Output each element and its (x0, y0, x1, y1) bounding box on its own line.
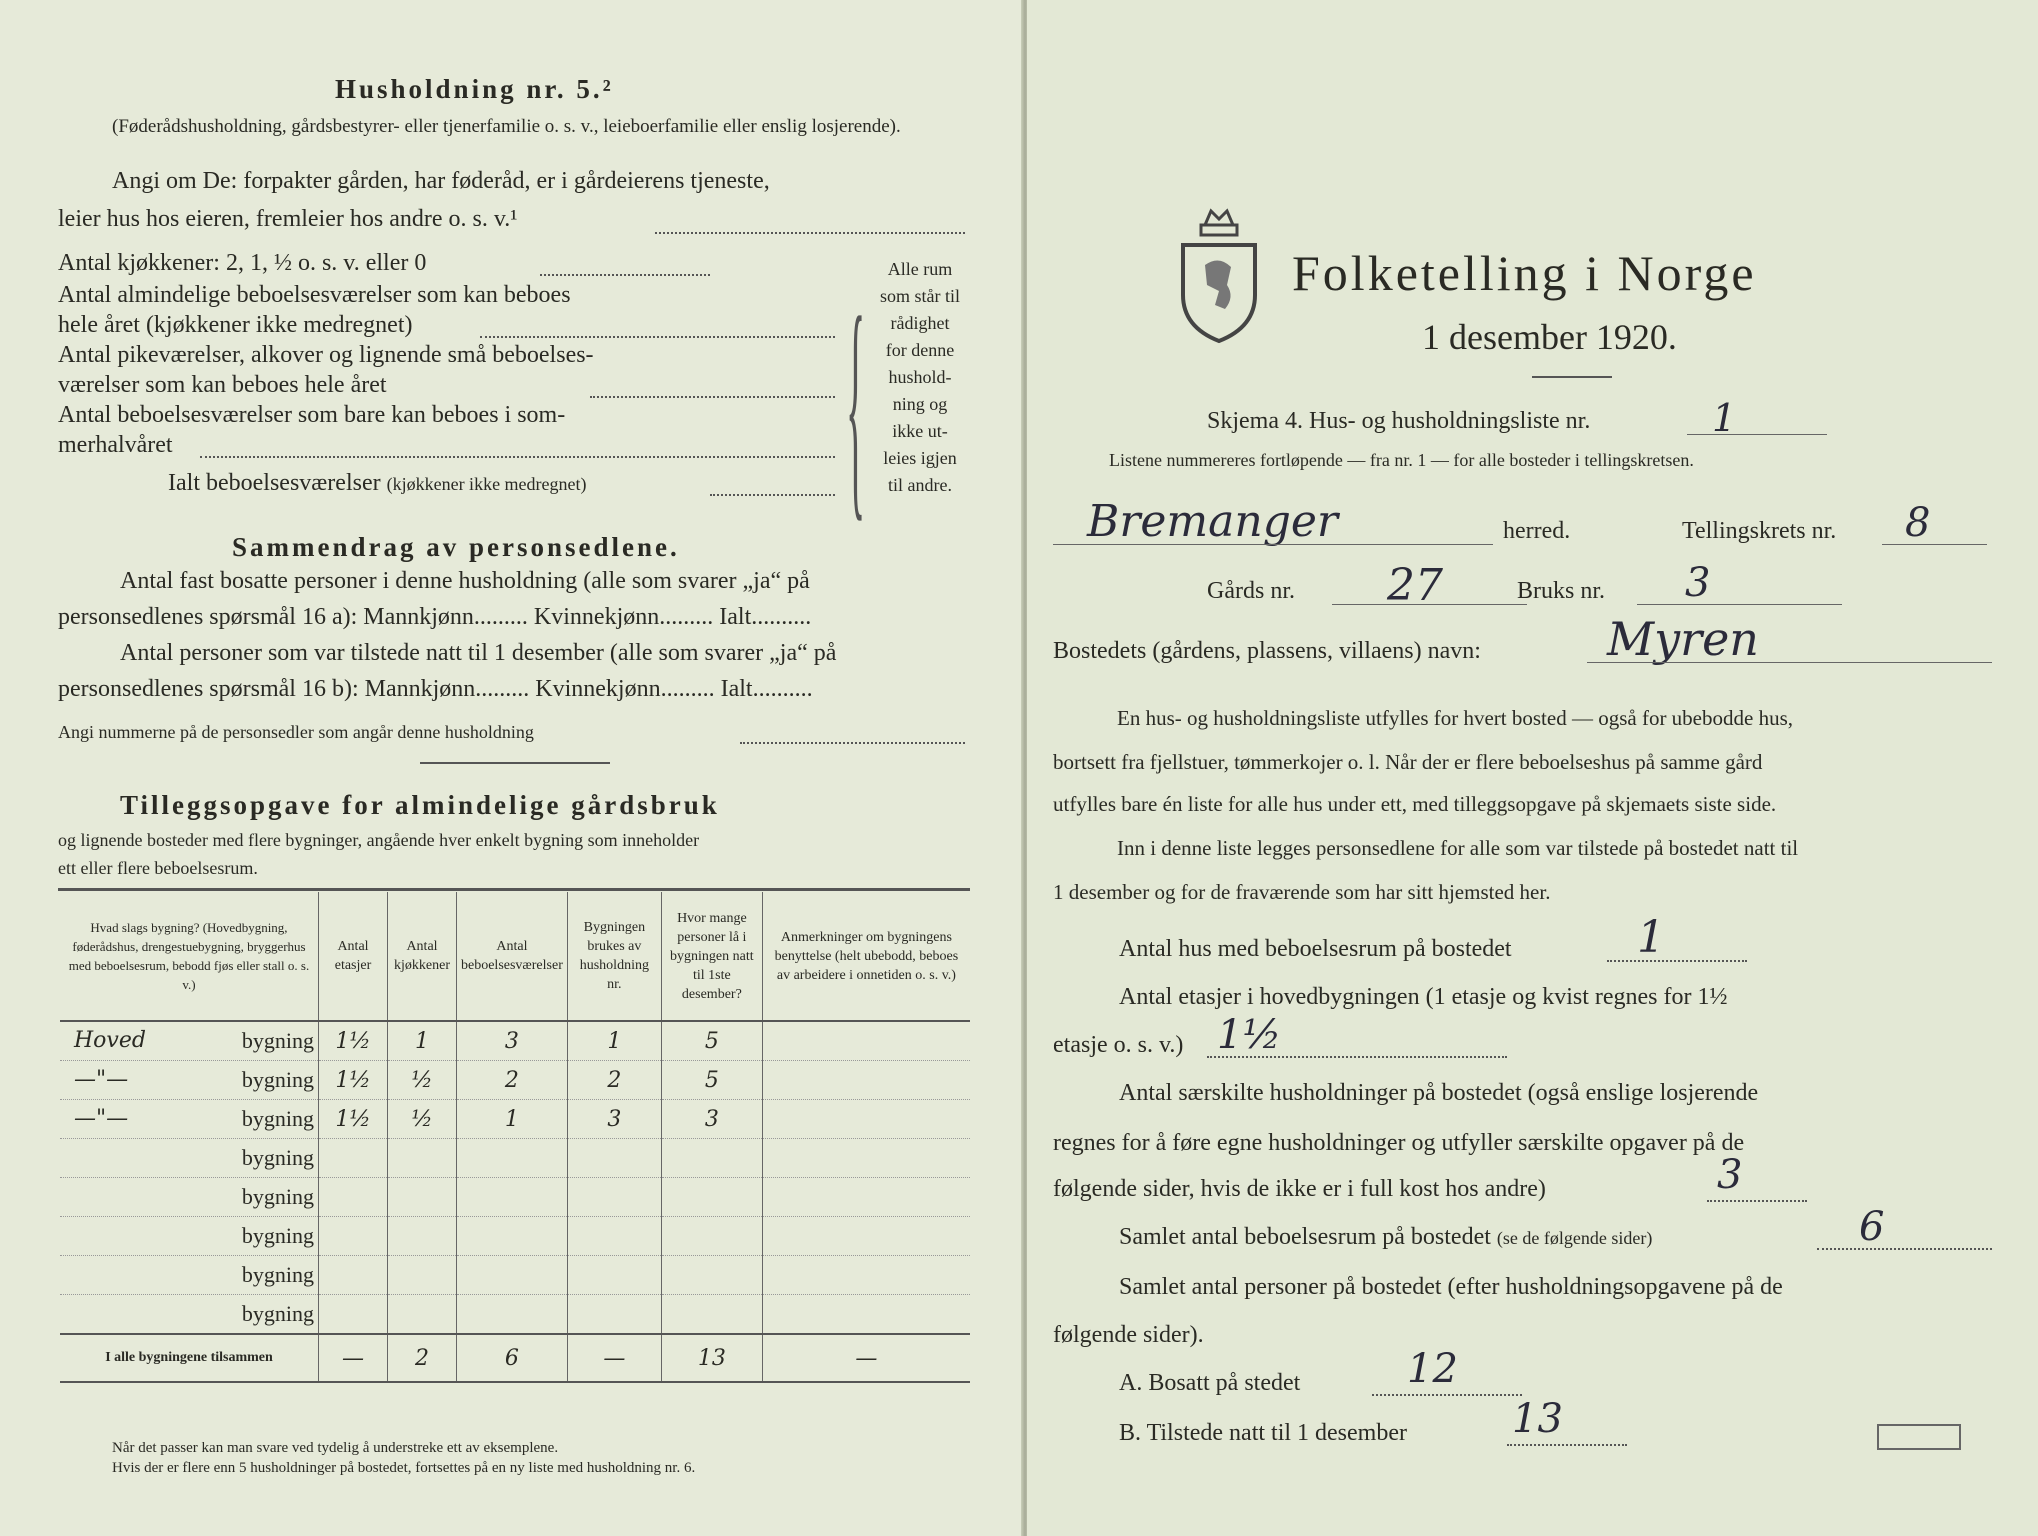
cell-etasjer: 1½ (319, 1100, 388, 1139)
table-row (60, 1021, 970, 1061)
total-hush: — (567, 1334, 661, 1382)
cell-kjokk (388, 1139, 457, 1178)
total-label: I alle bygningene tilsammen (60, 1334, 319, 1382)
building-table (60, 892, 970, 1383)
col-anmerkninger: Anmerkninger om bygningens benyttelse (helt ubebodd, beboes av arbeidere i onnetiden o. s. v.) (762, 892, 970, 1021)
cell-kjokk: ½ (388, 1100, 457, 1139)
household-intro: (Føderådshusholdning, gårdsbestyrer- eller tjenerfamilie o. s. v., leieboerfamilie eller enslig losjerende). (112, 116, 901, 137)
tilstede-value: 13 (1512, 1396, 1563, 1442)
tillegg-line-2: ett eller flere beboelsesrum. (58, 858, 258, 878)
samlet-pers-line-1: Samlet antal personer på bostedet (efter husholdningsopgavene på de (1119, 1274, 1783, 1300)
table-row (60, 1256, 970, 1295)
cell-kjokk (388, 1256, 457, 1295)
tellingskrets-label: Tellingskrets nr. (1682, 518, 1837, 544)
form-title: Folketelling i Norge (1292, 245, 1757, 301)
cell-anm (762, 1295, 970, 1335)
kjokkener-label: Antal kjøkkener: 2, 1, ½ o. s. v. eller 0 (58, 250, 427, 276)
bosted-label: Bostedets (gårdens, plassens, villaens) navn: (1053, 638, 1481, 664)
para2-line1: Inn i denne liste legges personsedlene for alle som var tilstede på bostedet natt til (1117, 836, 1799, 860)
fast-line-2: personsedlenes spørsmål 16 a): Mannkjønn......... Kvinnekjønn......... Ialt.......... (58, 604, 812, 630)
tillegg-title: Tilleggsopgave for almindelige gårdsbruk (120, 790, 720, 820)
para1-line2: bortsett fra fjellstuer, tømmerkojer o. l. Når der er flere beboelseshus på samme gård (1053, 750, 1763, 774)
building-row-label: bygning (241, 1145, 314, 1170)
right-page (1027, 0, 2038, 1536)
cell-anm (762, 1256, 970, 1295)
sars-value: 3 (1717, 1152, 1743, 1198)
pike-label-2: værelser som kan beboes hele året (58, 372, 387, 398)
brace-note-line: Alle rum (887, 259, 953, 279)
alm-label-2: hele året (kjøkkener ikke medregnet) (58, 312, 413, 338)
building-row-label: bygning (241, 1028, 314, 1053)
angi-line-2: leier hus hos eieren, fremleier hos andre o. s. v.¹ (58, 206, 518, 232)
sammendrag-title: Sammendrag av personsedlene. (232, 532, 680, 562)
cell-etasjer (319, 1178, 388, 1217)
cell-pers (661, 1217, 762, 1256)
table-row (60, 1061, 970, 1100)
sars-line-3: følgende sider, hvis de ikke er i full kost hos andre) (1053, 1176, 1546, 1202)
building-type-cell (60, 1061, 319, 1100)
cell-hush (567, 1139, 661, 1178)
table-row (60, 1178, 970, 1217)
brace: { (846, 264, 866, 544)
samlet-rum-label: Samlet antal beboelsesrum på bostedet (se de følgende sider) (1119, 1224, 1653, 1250)
para2-line2: 1 desember og for de fraværende som har sitt hjemsted her. (1053, 880, 1551, 904)
brace-note-line: ning og (892, 394, 948, 414)
tellingskrets-value: 8 (1905, 500, 1931, 546)
cell-etasjer (319, 1217, 388, 1256)
cell-vaer (457, 1139, 568, 1178)
brace-note (865, 256, 975, 499)
angi-line-1: Angi om De: forpakter gården, har føderåd, er i gårdeierens tjeneste, (112, 168, 770, 194)
brace-note-line: rådighet (890, 313, 950, 333)
etasjer-line-2: etasje o. s. v.) (1053, 1032, 1184, 1058)
tilst-line-2: personsedlenes spørsmål 16 b): Mannkjønn......... Kvinnekjønn......... Ialt.......... (58, 676, 813, 702)
building-row-label: bygning (241, 1184, 314, 1209)
cell-hush (567, 1217, 661, 1256)
building-row-label: bygning (241, 1106, 314, 1131)
sars-line-2: regnes for å føre egne husholdninger og utfyller særskilte opgaver på de (1053, 1130, 1745, 1156)
ialt-label: Ialt beboelsesværelser (kjøkkener ikke medregnet) (168, 470, 587, 496)
cell-anm (762, 1178, 970, 1217)
gards-value: 27 (1387, 560, 1443, 611)
cell-hush: 3 (567, 1100, 661, 1139)
brace-note-line: for denne (885, 340, 955, 360)
listene-note: Listene nummereres fortløpende — fra nr. 1 — for alle bosteder i tellingskretsen. (1109, 450, 1694, 470)
tilstede-label: B. Tilstede natt til 1 desember (1119, 1420, 1407, 1446)
total-etasjer: — (319, 1334, 388, 1382)
cell-vaer: 3 (457, 1021, 568, 1061)
footnote-1: Når det passer kan man svare ved tydelig å understreke ett av eksemplene. (112, 1440, 559, 1456)
cell-vaer (457, 1178, 568, 1217)
brace-note-line: hushold- (888, 367, 952, 387)
cell-vaer (457, 1295, 568, 1335)
som-label-2: merhalvåret (58, 432, 173, 458)
etasjer-value: 1½ (1217, 1012, 1282, 1058)
para1-line3: utfylles bare én liste for alle hus under ett, med tilleggsopgave på skjemaets siste side. (1053, 792, 1777, 816)
cell-etasjer (319, 1139, 388, 1178)
household-title: Husholdning nr. 5.² (335, 74, 614, 104)
building-type-value: —"— (74, 1067, 129, 1092)
cell-etasjer: 1½ (319, 1061, 388, 1100)
cell-anm (762, 1139, 970, 1178)
bruks-value: 3 (1685, 560, 1711, 606)
building-type-value: —"— (74, 1106, 129, 1131)
tilst-line-1: Antal personer som var tilstede natt til 1 desember (alle som svarer „ja“ på (120, 640, 837, 666)
brace-note-line: til andre. (888, 475, 952, 495)
herred-label: herred. (1503, 518, 1571, 544)
cell-hush (567, 1178, 661, 1217)
cell-vaer: 1 (457, 1100, 568, 1139)
som-label-1: Antal beboelsesværelser som bare kan beboes i som- (58, 402, 566, 428)
cell-hush (567, 1295, 661, 1335)
total-row (60, 1334, 970, 1382)
bosted-value: Myren (1607, 612, 1759, 666)
total-pers: 13 (661, 1334, 762, 1382)
samlet-pers-line-2: følgende sider). (1053, 1322, 1204, 1348)
cell-anm (762, 1217, 970, 1256)
cell-etasjer: 1½ (319, 1021, 388, 1061)
building-row-label: bygning (241, 1067, 314, 1092)
table-row (60, 1100, 970, 1139)
alm-label-1: Antal almindelige beboelsesværelser som kan beboes (58, 282, 571, 308)
bosatt-value: 12 (1407, 1346, 1458, 1392)
skjema-label: Skjema 4. Hus- og husholdningsliste nr. (1207, 408, 1591, 434)
brace-note-line: leies igjen (883, 448, 957, 468)
bruks-label: Bruks nr. (1517, 578, 1606, 604)
print-stamp (1877, 1424, 1961, 1450)
cell-pers: 5 (661, 1021, 762, 1061)
cell-kjokk (388, 1217, 457, 1256)
hus-value: 1 (1637, 912, 1665, 963)
cell-kjokk (388, 1295, 457, 1335)
col-etasjer: Antal etasjer (319, 892, 388, 1021)
cell-etasjer (319, 1256, 388, 1295)
building-row-label: bygning (241, 1301, 314, 1326)
building-type-cell (60, 1295, 319, 1335)
building-type-cell (60, 1021, 319, 1061)
cell-kjokk: 1 (388, 1021, 457, 1061)
skjema-value: 1 (1712, 396, 1737, 440)
col-husholdning: Bygningen brukes av husholdning nr. (567, 892, 661, 1021)
cell-hush: 1 (567, 1021, 661, 1061)
table-row (60, 1139, 970, 1178)
building-row-label: bygning (241, 1223, 314, 1248)
cell-pers (661, 1256, 762, 1295)
cell-hush: 2 (567, 1061, 661, 1100)
building-row-label: bygning (241, 1262, 314, 1287)
col-personer: Hvor mange personer lå i bygningen natt til 1ste desember? (661, 892, 762, 1021)
total-vaer: 6 (457, 1334, 568, 1382)
cell-pers: 5 (661, 1061, 762, 1100)
cell-vaer: 2 (457, 1061, 568, 1100)
herred-value: Bremanger (1087, 496, 1338, 547)
building-type-cell (60, 1100, 319, 1139)
bosatt-label: A. Bosatt på stedet (1119, 1370, 1301, 1396)
cell-vaer (457, 1217, 568, 1256)
building-type-value: Hoved (74, 1028, 146, 1053)
nummerne-line: Angi nummerne på de personsedler som angår denne husholdning (58, 722, 534, 742)
building-type-cell (60, 1217, 319, 1256)
tillegg-line-1: og lignende bosteder med flere bygninger, angående hver enkelt bygning som inneholder (58, 830, 700, 850)
coat-of-arms-icon (1175, 205, 1263, 345)
form-date: 1 desember 1920. (1422, 317, 1677, 357)
brace-note-line: som står til (880, 286, 960, 306)
cell-vaer (457, 1256, 568, 1295)
cell-kjokk: ½ (388, 1061, 457, 1100)
col-vaerelser: Antal beboelsesværelser (457, 892, 568, 1021)
samlet-rum-value: 6 (1859, 1204, 1885, 1250)
fast-line-1: Antal fast bosatte personer i denne husholdning (alle som svarer „ja“ på (120, 568, 810, 594)
table-row (60, 1217, 970, 1256)
cell-pers (661, 1295, 762, 1335)
footnote-2: Hvis der er flere enn 5 husholdninger på bostedet, fortsettes på en ny liste med husholdning nr. 6. (112, 1460, 696, 1476)
cell-pers (661, 1178, 762, 1217)
gards-label: Gårds nr. (1207, 578, 1295, 604)
cell-etasjer (319, 1295, 388, 1335)
building-type-cell (60, 1139, 319, 1178)
col-kjokkener: Antal kjøkkener (388, 892, 457, 1021)
cell-anm (762, 1061, 970, 1100)
cell-kjokk (388, 1178, 457, 1217)
building-type-cell (60, 1256, 319, 1295)
total-kjokk: 2 (388, 1334, 457, 1382)
cell-pers (661, 1139, 762, 1178)
para1-line1: En hus- og husholdningsliste utfylles for hvert bosted — også for ubebodde hus, (1117, 706, 1793, 730)
building-type-cell (60, 1178, 319, 1217)
hus-label: Antal hus med beboelsesrum på bostedet (1119, 936, 1512, 962)
brace-note-line: ikke ut- (892, 421, 948, 441)
cell-anm (762, 1100, 970, 1139)
table-row (60, 1295, 970, 1335)
cell-pers: 3 (661, 1100, 762, 1139)
cell-anm (762, 1021, 970, 1061)
etasjer-line-1: Antal etasjer i hovedbygningen (1 etasje og kvist regnes for 1½ (1119, 984, 1728, 1010)
cell-hush (567, 1256, 661, 1295)
sars-line-1: Antal særskilte husholdninger på bostedet (også enslige losjerende (1119, 1080, 1759, 1106)
total-anm: — (762, 1334, 970, 1382)
pike-label-1: Antal pikeværelser, alkover og lignende små beboelses- (58, 342, 594, 368)
col-building-type: Hvad slags bygning? (Hovedbygning, føderådshus, drengestuebygning, bryggerhus med beboelsesrum, bebodd fjøs eller stall o. s. v.) (60, 892, 319, 1021)
